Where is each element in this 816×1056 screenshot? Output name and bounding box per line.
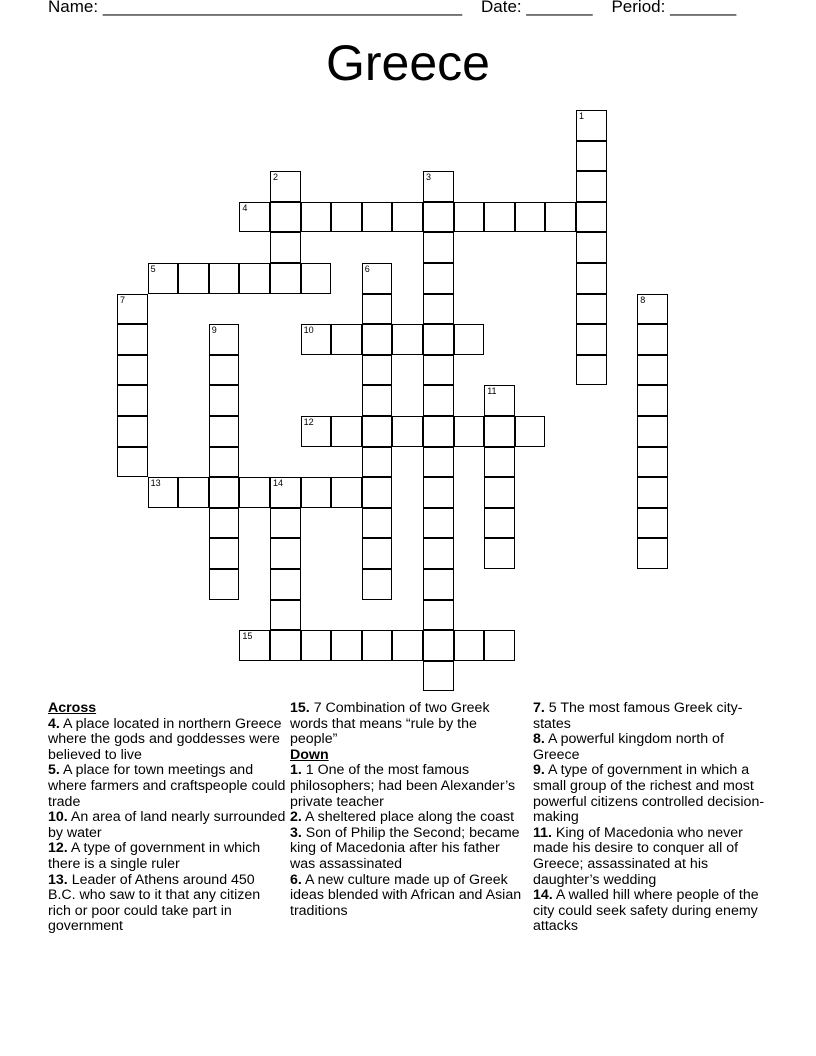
crossword-cell[interactable]: [392, 416, 423, 447]
crossword-cell[interactable]: [209, 355, 240, 386]
clue-number: 4: [242, 202, 248, 213]
clue-number: 13: [150, 478, 161, 489]
name-blank[interactable]: ______________________________________: [102, 0, 463, 16]
crossword-cell[interactable]: [331, 416, 362, 447]
crossword-cell[interactable]: [301, 477, 332, 508]
crossword-cell[interactable]: [637, 355, 668, 386]
crossword-cell[interactable]: [423, 569, 454, 600]
crossword-cell[interactable]: [178, 263, 209, 294]
crossword-cell[interactable]: [423, 508, 454, 539]
crossword-cell[interactable]: [209, 416, 240, 447]
crossword-cell[interactable]: [576, 141, 607, 172]
crossword-cell[interactable]: [576, 171, 607, 202]
crossword-cell[interactable]: [270, 600, 301, 631]
clue-number: 6: [364, 264, 370, 274]
clue-number: 9: [211, 325, 217, 336]
down-clue-1: 1. 1 One of the most famous philosophers; had been Alexander’s private teacher: [290, 762, 516, 810]
crossword-cell[interactable]: [454, 324, 485, 355]
crossword-cell[interactable]: [209, 508, 240, 539]
crossword-cell[interactable]: [484, 202, 515, 233]
crossword-cell[interactable]: [423, 232, 454, 263]
page-title: Greece: [326, 35, 490, 91]
crossword-cell[interactable]: [270, 569, 301, 600]
crossword-cell[interactable]: [239, 630, 270, 661]
crossword-cell[interactable]: [637, 294, 668, 325]
crossword-cell[interactable]: [423, 416, 454, 447]
clue-number: 8: [640, 294, 646, 305]
crossword-cell[interactable]: [209, 569, 240, 600]
crossword-cell[interactable]: [637, 385, 668, 416]
crossword-cell[interactable]: [301, 263, 332, 294]
crossword-cell[interactable]: [209, 263, 240, 294]
crossword-cell[interactable]: [239, 477, 270, 508]
clue-column-2: [290, 701, 528, 919]
crossword-cell[interactable]: [423, 294, 454, 325]
name-label: Name:: [48, 0, 99, 16]
crossword-cell[interactable]: [484, 538, 515, 569]
clue-number: 1: [579, 111, 585, 121]
crossword-cell[interactable]: [637, 324, 668, 355]
crossword-cell[interactable]: [270, 477, 301, 508]
across-clue-5: 5. A place for town meetings and where farmers and craftspeople could trade: [48, 762, 286, 810]
crossword-cell[interactable]: [270, 630, 301, 661]
crossword-cell[interactable]: [576, 110, 607, 141]
clue-number: 11: [487, 386, 497, 397]
crossword-cell[interactable]: [331, 202, 362, 233]
crossword-cell[interactable]: [270, 202, 301, 233]
down-clue-11: 11. King of Macedonia who never made his desire to conquer all of Greece; assassinated at his daughter’s wedding: [533, 824, 743, 888]
crossword-cell[interactable]: [209, 324, 240, 355]
crossword-cell[interactable]: [423, 447, 454, 478]
crossword-cell[interactable]: [362, 569, 393, 600]
date-label: Date:: [481, 0, 522, 16]
crossword-cell[interactable]: [576, 232, 607, 263]
crossword-cell[interactable]: [423, 385, 454, 416]
clue-number: 14: [273, 478, 284, 489]
crossword-cell[interactable]: [301, 630, 332, 661]
crossword-cell[interactable]: [637, 508, 668, 539]
crossword-cell[interactable]: [423, 263, 454, 294]
period-blank[interactable]: _______: [670, 0, 737, 16]
crossword-cell[interactable]: [362, 416, 393, 447]
crossword-cell[interactable]: [148, 477, 179, 508]
crossword-cell[interactable]: [117, 324, 148, 355]
crossword-cell[interactable]: [484, 477, 515, 508]
crossword-cell[interactable]: [362, 324, 393, 355]
clue-number: 5: [150, 264, 156, 274]
crossword-cell[interactable]: [423, 661, 454, 692]
clue-column-1: [48, 701, 286, 935]
crossword-cell[interactable]: [423, 324, 454, 355]
crossword-cell[interactable]: [454, 630, 485, 661]
crossword-cell[interactable]: [270, 538, 301, 569]
crossword-cell[interactable]: [270, 508, 301, 539]
crossword-cell[interactable]: [239, 263, 270, 294]
crossword-cell[interactable]: [423, 171, 454, 202]
crossword-cell[interactable]: [117, 447, 148, 478]
clue-number: 12: [303, 417, 314, 427]
crossword-cell[interactable]: [117, 385, 148, 416]
across-clue-13: 13. Leader of Athens around 450 B.C. who saw to it that any citizen rich or poor could take part in government: [48, 871, 261, 935]
crossword-cell[interactable]: [362, 202, 393, 233]
crossword-cell[interactable]: [423, 600, 454, 631]
crossword-cell[interactable]: [637, 538, 668, 569]
crossword-cell[interactable]: [362, 630, 393, 661]
crossword-cell[interactable]: [117, 416, 148, 447]
crossword-cell[interactable]: [301, 416, 332, 447]
crossword-cell[interactable]: [362, 538, 393, 569]
crossword-cell[interactable]: [515, 416, 546, 447]
crossword-cell[interactable]: [362, 294, 393, 325]
clue-number: 7: [120, 294, 126, 305]
crossword-cell[interactable]: [362, 355, 393, 386]
crossword-cell[interactable]: [209, 447, 240, 478]
crossword-cell[interactable]: [454, 202, 485, 233]
clue-number: 3: [426, 172, 432, 183]
crossword-cell[interactable]: [423, 630, 454, 661]
down-clue-6: 6. A new culture made up of Greek ideas blended with African and Asian traditions: [290, 871, 522, 919]
crossword-cell[interactable]: [423, 355, 454, 386]
crossword-cell[interactable]: [331, 477, 362, 508]
crossword-cell[interactable]: [576, 324, 607, 355]
date-blank[interactable]: _______: [526, 0, 593, 16]
crossword-cell[interactable]: [209, 538, 240, 569]
crossword-cell[interactable]: [545, 202, 576, 233]
clue-number: 2: [273, 172, 279, 183]
crossword-cell[interactable]: [239, 202, 270, 233]
crossword-cell[interactable]: [576, 355, 607, 386]
crossword-cell[interactable]: [484, 416, 515, 447]
crossword-cell[interactable]: [454, 416, 485, 447]
crossword-cell[interactable]: [423, 477, 454, 508]
crossword-cell[interactable]: [576, 263, 607, 294]
down-clue-2: 2. A sheltered place along the coast: [290, 809, 515, 826]
crossword-cell[interactable]: [331, 630, 362, 661]
crossword-cell[interactable]: [301, 202, 332, 233]
crossword-cell[interactable]: [117, 355, 148, 386]
crossword-cell[interactable]: [362, 385, 393, 416]
crossword-cell[interactable]: [209, 477, 240, 508]
crossword-cell[interactable]: [362, 447, 393, 478]
down-clue-9: 9. A type of government in which a small group of the richest and most powerful citizens controlled decision-making: [533, 762, 765, 826]
crossword-cell[interactable]: [392, 202, 423, 233]
crossword-cell[interactable]: [331, 324, 362, 355]
down-clue-14: 14. A walled hill where people of the city could seek safety during enemy attacks: [533, 887, 759, 935]
crossword-cell[interactable]: [576, 202, 607, 233]
crossword-cell[interactable]: [637, 477, 668, 508]
down-heading: Down: [290, 746, 329, 763]
down-clue-8: 8. A powerful kingdom north of Greece: [533, 731, 724, 763]
across-clue-4: 4. A place located in northern Greece where the gods and goddesses were believed to live: [48, 715, 282, 763]
clue-number: 15: [242, 631, 253, 642]
crossword-cell[interactable]: [148, 263, 179, 294]
down-clue-3: 3. Son of Philip the Second; became king of Macedonia after his father was assassinated: [290, 824, 520, 872]
crossword-cell[interactable]: [270, 171, 301, 202]
crossword-cell[interactable]: [576, 294, 607, 325]
period-label: Period:: [611, 0, 666, 16]
down-clue-7: 7. 5 The most famous Greek city-states: [533, 700, 743, 732]
across-clue-12: 12. A type of government in which there is a single ruler: [48, 840, 261, 872]
across-clue-15: 15. 7 Combination of two Greek words that means “rule by the people”: [290, 700, 490, 748]
crossword-cell[interactable]: [484, 447, 515, 478]
clue-number: 10: [303, 325, 314, 336]
crossword-cell[interactable]: [392, 630, 423, 661]
crossword-cell[interactable]: [117, 294, 148, 325]
across-clue-10: 10. An area of land nearly surrounded by water: [48, 809, 286, 841]
crossword-cell[interactable]: [637, 447, 668, 478]
crossword-cell[interactable]: [209, 385, 240, 416]
crossword-cell[interactable]: [484, 630, 515, 661]
crossword-cell[interactable]: [484, 508, 515, 539]
crossword-cell[interactable]: [178, 477, 209, 508]
crossword-cell[interactable]: [484, 385, 515, 416]
crossword-cell[interactable]: [301, 324, 332, 355]
crossword-cell[interactable]: [515, 202, 546, 233]
crossword-cell[interactable]: [423, 538, 454, 569]
crossword-cell[interactable]: [362, 263, 393, 294]
crossword-cell[interactable]: [362, 477, 393, 508]
clue-column-3: [533, 701, 771, 935]
crossword-cell[interactable]: [362, 508, 393, 539]
across-heading: Across: [48, 700, 97, 716]
crossword-cell[interactable]: [637, 416, 668, 447]
crossword-cell[interactable]: [392, 324, 423, 355]
crossword-cell[interactable]: [423, 202, 454, 233]
crossword-cell[interactable]: [270, 263, 301, 294]
crossword-cell[interactable]: [270, 232, 301, 263]
